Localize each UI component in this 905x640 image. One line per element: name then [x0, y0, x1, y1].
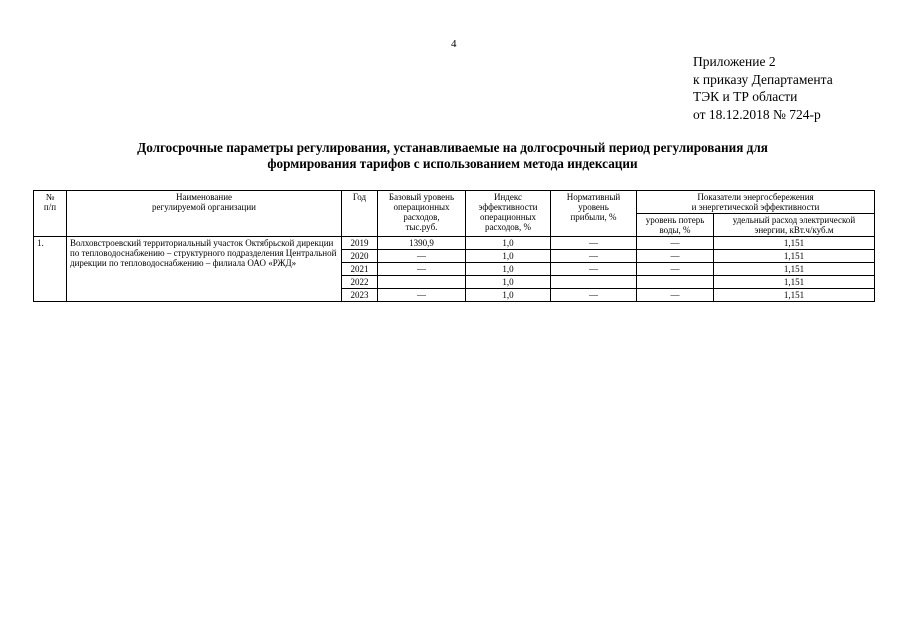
appendix-line: ТЭК и ТР области	[693, 89, 798, 104]
header-profit-level: Нормативный уровень прибыли, %	[551, 191, 637, 237]
header-base-expenses: Базовый уровень операционных расходов, тыс.руб.	[378, 191, 466, 237]
organization-name: Волховстроевский территориальный участок Октябрьской дирекции по тепловодоснабжению – структурного подразделения Центральной дирекции по тепловодоснабжению – филиала ОАО «РЖД»	[67, 237, 342, 302]
cell-profit-level	[551, 276, 637, 289]
cell-year: 2021	[342, 263, 378, 276]
appendix-line: к приказу Департамента	[693, 71, 833, 87]
cell-efficiency-index: 1,0	[466, 237, 551, 250]
header-organization: Наименование регулируемой организации	[67, 191, 342, 237]
page-number: 4	[451, 38, 457, 50]
row-number: 1.	[34, 237, 67, 302]
cell-profit-level: —	[551, 263, 637, 276]
cell-efficiency-index: 1,0	[466, 289, 551, 302]
header-water-loss: уровень потерь воды, %	[637, 214, 714, 237]
cell-efficiency-index: 1,0	[466, 276, 551, 289]
cell-water-loss: —	[637, 263, 714, 276]
cell-energy-consumption: 1,151	[714, 263, 875, 276]
cell-base-expenses: —	[378, 250, 466, 263]
document-title	[40, 140, 865, 172]
cell-year: 2022	[342, 276, 378, 289]
cell-year: 2019	[342, 237, 378, 250]
cell-profit-level: —	[551, 289, 637, 302]
cell-profit-level: —	[551, 237, 637, 250]
cell-efficiency-index: 1,0	[466, 263, 551, 276]
cell-year: 2023	[342, 289, 378, 302]
cell-base-expenses: —	[378, 289, 466, 302]
header-energy-indicators: Показатели энергосбережения и энергетической эффективности	[637, 191, 875, 214]
cell-base-expenses: 1390,9	[378, 237, 466, 250]
cell-energy-consumption: 1,151	[714, 276, 875, 289]
cell-base-expenses: —	[378, 263, 466, 276]
cell-water-loss: —	[637, 237, 714, 250]
appendix-line: от 18.12.2018 № 724-р	[693, 106, 821, 122]
cell-water-loss: —	[637, 289, 714, 302]
cell-profit-level: —	[551, 250, 637, 263]
cell-water-loss	[637, 276, 714, 289]
table-header-row	[34, 191, 875, 214]
cell-base-expenses	[378, 276, 466, 289]
header-year: Год	[342, 191, 378, 237]
appendix-reference	[693, 53, 833, 123]
header-energy-consumption: удельный расход электрической энергии, кВт.ч/куб.м	[714, 214, 875, 237]
table-row	[34, 237, 875, 250]
cell-water-loss: —	[637, 250, 714, 263]
header-number: № п/п	[34, 191, 67, 237]
cell-energy-consumption: 1,151	[714, 237, 875, 250]
cell-efficiency-index: 1,0	[466, 250, 551, 263]
header-efficiency-index: Индекс эффективности операционных расходов, %	[466, 191, 551, 237]
cell-year: 2020	[342, 250, 378, 263]
appendix-line: Приложение 2	[693, 54, 776, 69]
cell-energy-consumption: 1,151	[714, 289, 875, 302]
title-line: Долгосрочные параметры регулирования, устанавливаемые на долгосрочный период регулирования для	[137, 140, 768, 155]
regulation-parameters-table	[33, 190, 875, 302]
cell-energy-consumption: 1,151	[714, 250, 875, 263]
title-line: формирования тарифов с использованием метода индексации	[267, 156, 638, 171]
